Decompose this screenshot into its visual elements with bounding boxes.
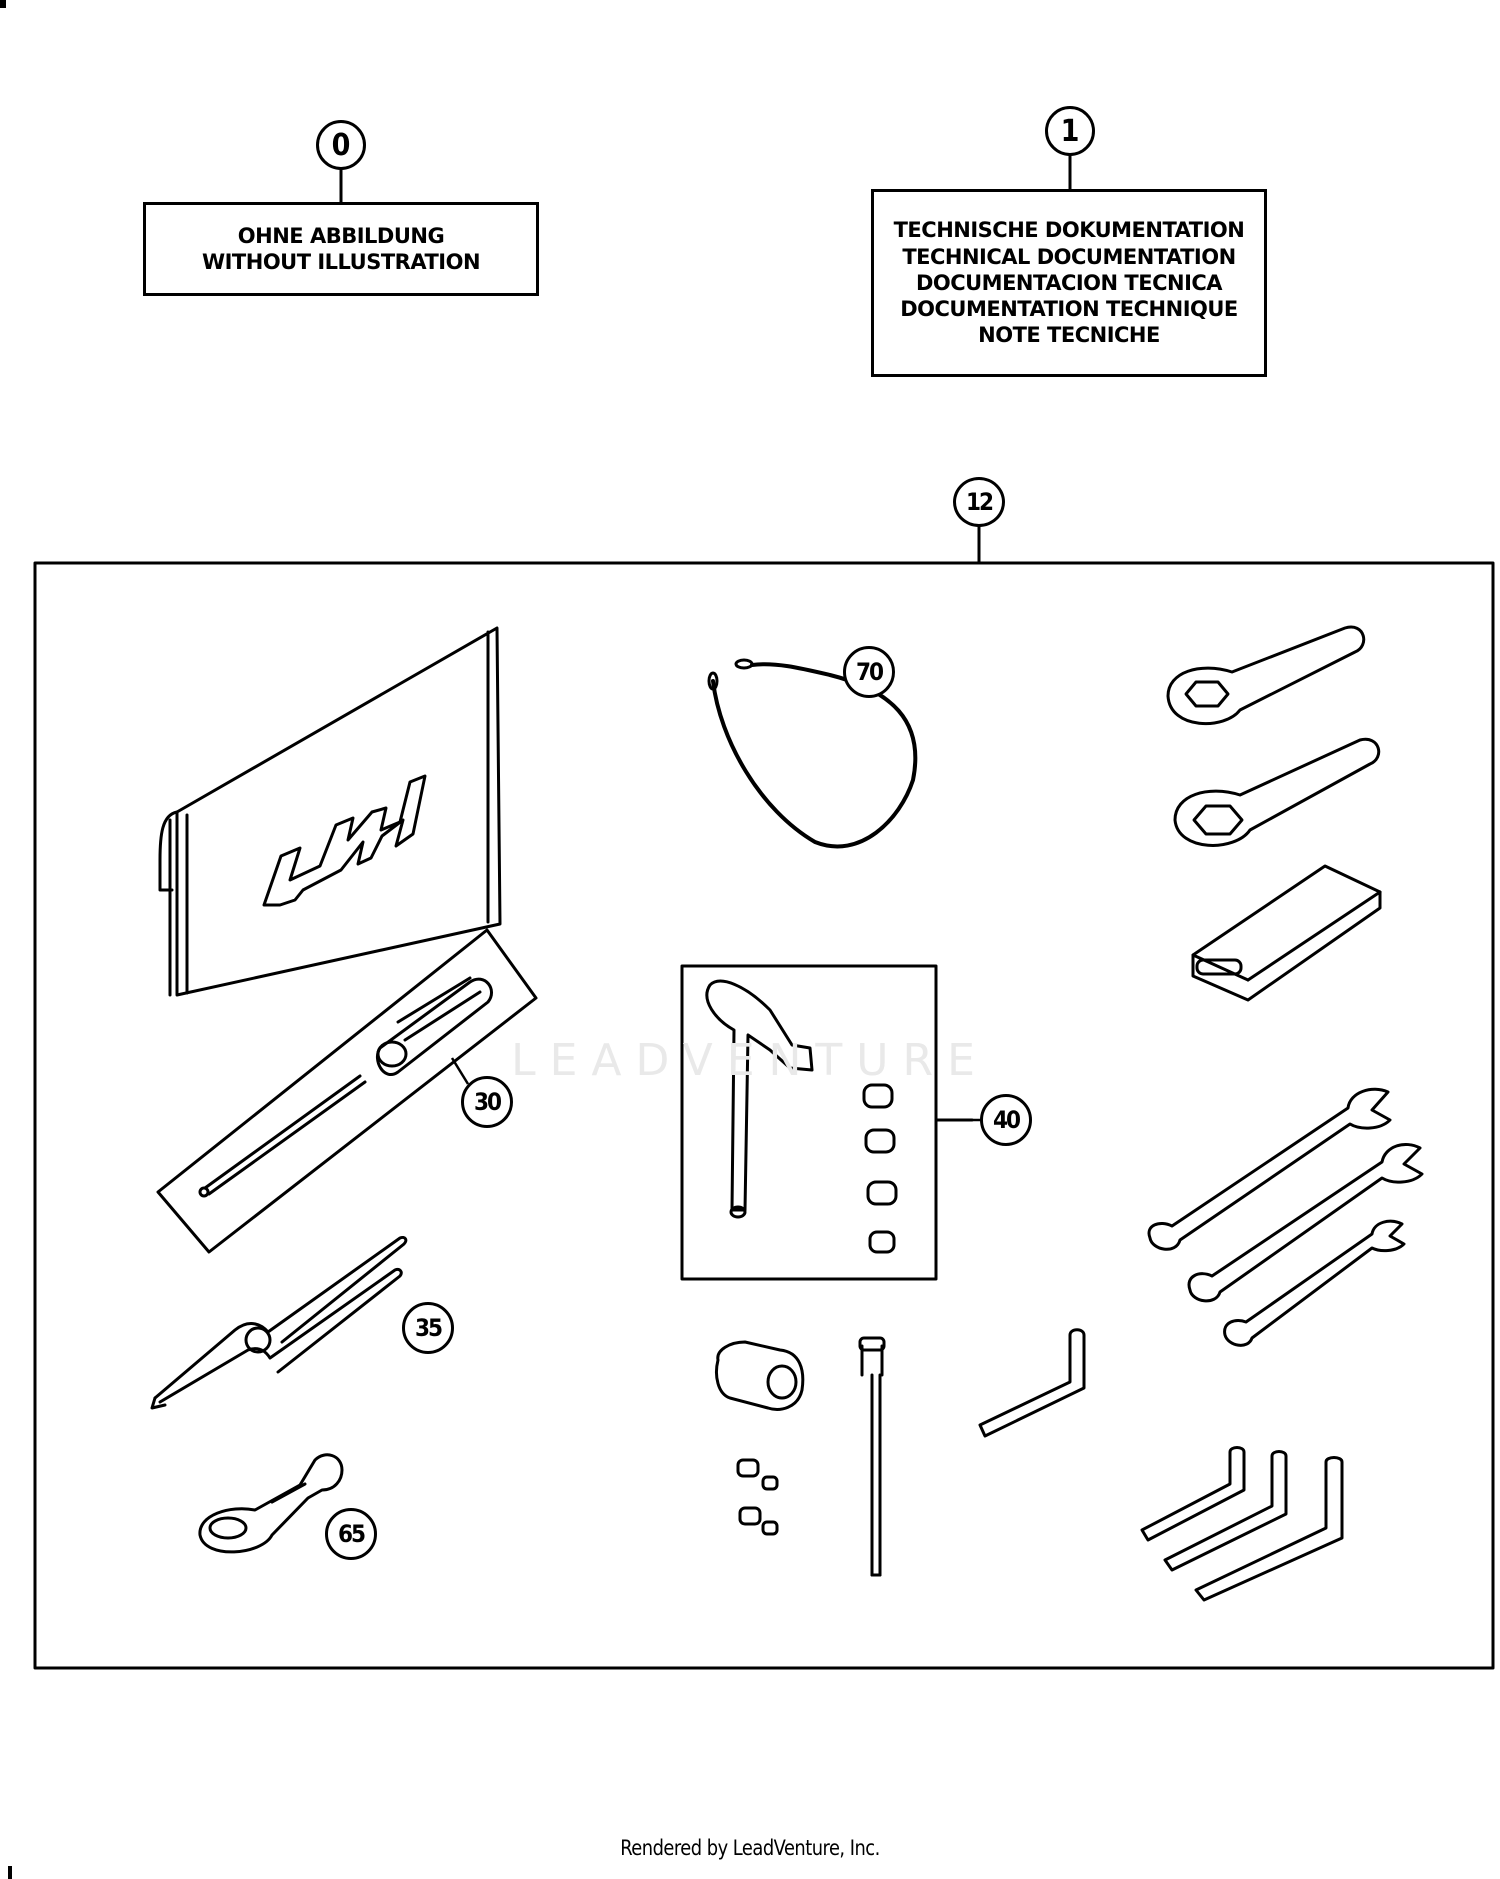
corner-mark-bottom [8,1866,12,1879]
label-line: TECHNISCHE DOKUMENTATION [893,218,1245,243]
callout-40[interactable] [980,1094,1032,1146]
label-line: WITHOUT ILLUSTRATION [201,250,481,274]
t-handle-bit-driver-set-illustration [682,966,972,1279]
bit-adapters-illustration [738,1460,777,1534]
ring-spanners-illustration [1168,627,1379,845]
callout-70[interactable] [843,646,895,698]
tool-bag-illustration [160,628,500,995]
callout-0-label: 0 [331,127,351,163]
spoke-wrench-illustration [200,1455,342,1552]
footer-credit: Rendered by LeadVenture, Inc. [620,1836,880,1860]
callout-12-label: 12 [965,488,993,516]
corner-mark-top [0,0,6,8]
callout-0[interactable] [316,120,366,170]
allen-keys-illustration [1142,1448,1342,1601]
callout-65[interactable] [325,1508,377,1560]
torx-key-illustration [980,1330,1084,1436]
callout-65-label: 65 [337,1520,365,1548]
leader-line-30 [452,1058,468,1084]
label-line: OHNE ABBILDUNG [237,223,445,248]
callout-1-label: 1 [1060,113,1080,149]
label-line: DOCUMENTACION TECNICA [915,270,1223,295]
label-line: DOCUMENTATION TECHNIQUE [900,297,1238,322]
callout-30[interactable] [461,1076,513,1128]
label-line: TECHNICAL DOCUMENTATION [902,244,1236,269]
watermark: LEADVENTURE [511,1035,989,1086]
callout-30-label: 30 [473,1088,501,1116]
callout-40-label: 40 [992,1106,1020,1134]
bit-sockets [864,1085,896,1252]
pliers-illustration [152,1237,406,1408]
socket-and-spark-plug-wrench-illustration [717,1338,885,1575]
callout-35-label: 35 [414,1314,442,1342]
callout-1[interactable] [1045,106,1095,156]
callout-12[interactable] [953,477,1005,527]
label-box-without-illustration [143,202,539,296]
callout-70-label: 70 [855,658,883,686]
label-box-technical-documentation [871,189,1267,377]
callout-35[interactable] [402,1302,454,1354]
spanner-extension-tube-illustration [1193,866,1380,1000]
label-line: NOTE TECNICHE [978,323,1160,348]
open-end-wrenches-illustration [1149,1089,1422,1345]
